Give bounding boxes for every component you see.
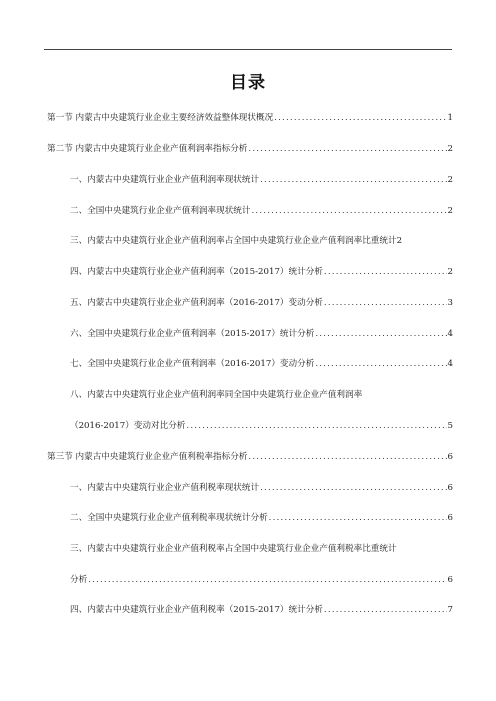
toc-entry-text: 一、内蒙古中央建筑行业企业产值利润率现状统计	[70, 175, 260, 185]
toc-entry-2-4[interactable]	[70, 267, 453, 278]
toc-entry-text: 分析	[70, 575, 88, 585]
toc-entry-2-8-continued[interactable]	[70, 421, 453, 432]
toc-entry-text: 四、内蒙古中央建筑行业企业产值利税率（2015-2017）统计分析	[70, 605, 323, 615]
toc-entry-page: 2	[447, 206, 453, 216]
toc-entry-page: 5	[447, 421, 453, 431]
toc-leader-dots	[251, 206, 446, 217]
toc-entry-3-1[interactable]	[70, 483, 453, 494]
toc-entry-section-3[interactable]	[47, 452, 453, 463]
toc-leader-dots	[315, 329, 446, 340]
toc-leader-dots	[324, 298, 447, 309]
toc-leader-dots	[248, 452, 446, 463]
toc-entry-text: 第二节 内蒙古中央建筑行业企业产值利润率指标分析	[47, 144, 248, 154]
toc-entry-page: 2	[447, 144, 453, 154]
toc-leader-dots	[269, 513, 447, 524]
toc-entry-page: 7	[447, 605, 453, 615]
toc-entry-3-3-continued[interactable]	[70, 575, 453, 586]
toc-leader-dots	[260, 483, 446, 494]
toc-entry-text: 七、全国中央建筑行业企业产值利润率（2016-2017）变动分析	[70, 359, 315, 369]
toc-leader-dots	[315, 359, 446, 370]
toc-entry-section-2[interactable]	[47, 144, 453, 155]
toc-entry-section-1[interactable]	[47, 113, 453, 124]
toc-entry-text: 五、内蒙古中央建筑行业企业产值利润率（2016-2017）变动分析	[70, 298, 323, 308]
toc-entry-text: 二、全国中央建筑行业企业产值利润率现状统计	[70, 206, 251, 216]
toc-entry-2-6[interactable]	[70, 329, 453, 340]
toc-entry-page: 6	[447, 513, 453, 523]
toc-entry-page: 6	[447, 575, 453, 585]
toc-entry-2-2[interactable]	[70, 206, 453, 217]
toc-entry-page: 6	[447, 452, 453, 462]
toc-leader-dots	[274, 113, 446, 124]
toc-entry-2-5[interactable]	[70, 298, 453, 309]
toc-entry-text: （2016-2017）变动对比分析	[70, 421, 186, 431]
toc-leader-dots	[186, 421, 446, 432]
toc-entry-text: 第三节 内蒙古中央建筑行业企业产值利税率指标分析	[47, 452, 248, 462]
toc-leader-dots	[88, 575, 446, 586]
toc-entry-text: 第一节 内蒙古中央建筑行业企业主要经济效益整体现状概况	[47, 113, 274, 123]
toc-entry-page: 4	[447, 359, 453, 369]
toc-entry-page: 1	[447, 113, 453, 123]
toc-entry-text: 四、内蒙古中央建筑行业企业产值利润率（2015-2017）统计分析	[70, 267, 323, 277]
toc-entry-2-7[interactable]	[70, 359, 453, 370]
toc-entry-3-3[interactable]: 三、内蒙古中央建筑行业企业产值利税率占全国中央建筑行业企业产值利税率比重统计	[70, 544, 397, 554]
toc-title: 目录	[230, 73, 266, 93]
toc-entry-page: 4	[447, 329, 453, 339]
toc-leader-dots	[324, 267, 447, 278]
toc-leader-dots	[324, 605, 447, 616]
toc-entry-2-3[interactable]: 三、内蒙古中央建筑行业企业产值利润率占全国中央建筑行业企业产值利润率比重统计2	[70, 236, 403, 246]
toc-entry-2-1[interactable]	[70, 175, 453, 186]
toc-entry-text: 二、全国中央建筑行业企业产值利税率现状统计分析	[70, 513, 268, 523]
toc-leader-dots	[248, 144, 446, 155]
toc-entry-text: 一、内蒙古中央建筑行业企业产值利税率现状统计	[70, 483, 260, 493]
toc-entry-page: 2	[447, 267, 453, 277]
toc-entry-2-8[interactable]: 八、内蒙古中央建筑行业企业产值利润率同全国中央建筑行业企业产值利润率	[70, 390, 363, 400]
toc-entry-text: 六、全国中央建筑行业企业产值利润率（2015-2017）统计分析	[70, 329, 315, 339]
toc-entry-page: 2	[447, 175, 453, 185]
toc-leader-dots	[260, 175, 446, 186]
toc-entry-page: 6	[447, 483, 453, 493]
toc-entry-page: 3	[447, 298, 453, 308]
toc-entry-3-4[interactable]	[70, 605, 453, 616]
toc-entry-3-2[interactable]	[70, 513, 453, 524]
